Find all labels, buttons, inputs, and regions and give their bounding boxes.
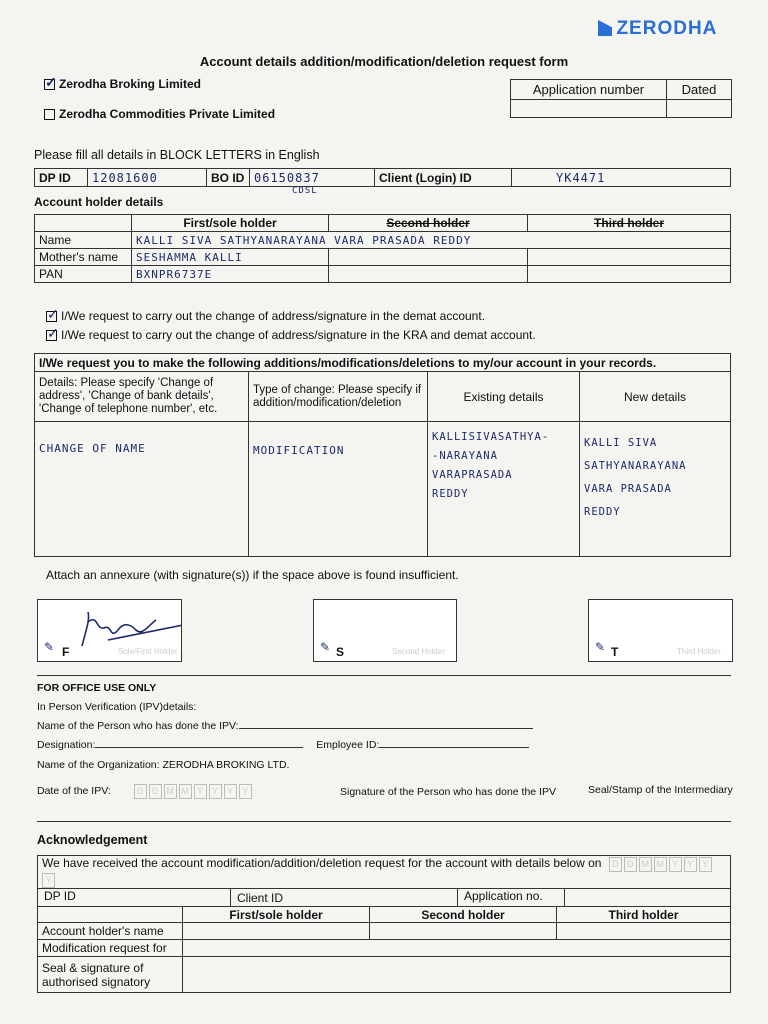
ack-name-second[interactable] [370,923,557,940]
signature-box-first[interactable] [37,599,182,662]
bo-id-cell[interactable] [250,169,375,196]
holder-header-blank [35,215,132,232]
new-details-cell[interactable] [580,422,731,557]
ack-app-label: Application no. [457,889,565,906]
ack-received-cell [38,856,731,889]
entity-option-commodities[interactable] [44,107,275,121]
bo-id-value: 06150837 [254,170,320,185]
header-type: Type of change: Please specify if addition/modification/deletion [249,372,428,422]
date-box: Y [699,857,712,872]
existing-line: -NARAYANA [432,450,498,462]
signature-hint: Second Holder [392,647,445,656]
checkbox-checked[interactable] [46,330,57,341]
checkbox-checked[interactable] [44,79,55,90]
pen-icon: ✎ [44,640,55,654]
request-text: I/We request to carry out the change of address/signature in the demat account. [61,309,486,323]
ack-name-label: Account holder's name [38,923,183,940]
ack-mod-label: Modification request for [38,940,183,957]
ack-name-first[interactable] [183,923,370,940]
date-box: Y [194,784,207,799]
mother-name-third[interactable] [528,249,731,266]
designation-label: Designation: [37,739,96,751]
annexure-note: Attach an annexure (with signature(s)) if the space above is found insufficient. [46,568,459,582]
new-line: KALLI SIVA [584,437,658,449]
existing-details-cell[interactable] [428,422,580,557]
application-box [510,79,732,118]
ipv-person-label: Name of the Person who has done the IPV: [37,720,239,732]
ack-table [37,855,731,993]
header-new: New details [580,372,731,422]
pan-value[interactable]: BXNPR6737E [132,266,329,283]
seal-label: Seal/Stamp of the Intermediary [588,784,733,796]
id-row [34,168,731,196]
holder-header-second: Second holder [329,215,528,232]
ipv-person-row [37,720,533,732]
employee-field[interactable] [379,747,529,748]
dp-id-value[interactable]: 12081600 [88,169,207,187]
signature-letter-f: F [62,645,70,659]
ack-header-first: First/sole holder [183,907,370,923]
app-number-field[interactable] [511,100,667,118]
ack-seal-field[interactable] [183,957,731,993]
app-number-label: Application number [511,80,667,100]
mother-name-value[interactable]: SESHAMMA KALLI [132,249,329,266]
new-line: VARA PRASADA [584,483,672,495]
divider [37,821,731,822]
client-id-value[interactable]: YK4471 [512,169,731,187]
form-title: Account details addition/modification/deletion request form [199,54,569,69]
date-box: D [149,784,162,799]
holder-table [34,214,731,283]
ack-name-third[interactable] [557,923,731,940]
date-box: D [624,857,637,872]
new-line: REDDY [584,506,621,518]
holder-section-title: Account holder details [34,195,164,209]
ack-header-second: Second holder [370,907,557,923]
designation-row [37,739,529,751]
request-kra[interactable] [46,328,536,342]
checkbox-checked[interactable] [46,311,57,322]
ipv-label: In Person Verification (IPV)details: [37,701,197,713]
signature-letter-s: S [336,645,345,659]
holder-header-third: Third holder [528,215,731,232]
date-box: D [609,857,622,872]
dp-id-label: DP ID [35,169,88,187]
entity-option-broking[interactable] [44,77,201,91]
date-box: Y [669,857,682,872]
date-box: Y [239,784,252,799]
ack-ids-cell [38,889,731,907]
holder-name-value[interactable]: KALLI SIVA SATHYANARAYANA VARA PRASADA REDDY [132,232,731,249]
date-box: D [134,784,147,799]
ack-header-blank [38,907,183,923]
organization: Name of the Organization: ZERODHA BROKING LTD. [37,759,290,771]
row-label-pan: PAN [35,266,132,283]
logo-text: ZERODHA [616,18,718,39]
ack-mod-field[interactable] [183,940,731,957]
existing-line: VARAPRASADA [432,469,513,481]
instruction: Please fill all details in BLOCK LETTERS in English [34,148,320,162]
pen-icon: ✎ [595,640,606,654]
ipv-signature-label: Signature of the Person who has done the IPV [340,786,556,798]
bo-id-label: BO ID [207,169,250,187]
entity-label: Zerodha Commodities Private Limited [59,107,276,121]
existing-line: KALLISIVASATHYA- [432,431,550,443]
designation-field[interactable] [95,747,303,748]
ipv-date-boxes[interactable] [134,785,254,797]
divider [37,675,731,676]
date-box: M [654,857,667,872]
ipv-person-field[interactable] [239,728,533,729]
signature-letter-t: T [611,645,619,659]
date-box: Y [684,857,697,872]
date-box: M [639,857,652,872]
pen-icon: ✎ [320,640,331,654]
mother-name-second[interactable] [329,249,528,266]
signature-box-second[interactable] [313,599,457,662]
request-demat[interactable] [46,309,485,323]
changes-title: I/We request you to make the following additions/modifications/deletions to my/our account in your records. [35,354,731,372]
holder-header-first: First/sole holder [132,215,329,232]
dated-label: Dated [667,80,732,100]
row-label-mother: Mother's name [35,249,132,266]
header-existing: Existing details [428,372,580,422]
request-text: I/We request to carry out the change of address/signature in the KRA and demat account. [61,328,536,342]
date-box: Y [224,784,237,799]
zerodha-logo [598,18,717,40]
change-type-value[interactable]: MODIFICATION [249,422,428,557]
dated-field[interactable] [667,100,732,118]
date-box: M [179,784,192,799]
changes-table [34,353,731,557]
pan-third[interactable] [528,266,731,283]
signature-box-third[interactable] [588,599,733,662]
header-details: Details: Please specify 'Change of address', 'Change of bank details', 'Change of telephone number', etc. [35,372,249,422]
pan-second[interactable] [329,266,528,283]
client-id-label: Client (Login) ID [375,169,512,187]
entity-label: Zerodha Broking Limited [59,77,202,91]
ack-seal-label: Seal & signature of authorised signatory [38,957,183,993]
ack-received-text: We have received the account modification/addition/deletion request for the account with details below on [42,856,602,870]
office-title: FOR OFFICE USE ONLY [37,682,157,694]
employee-label: Employee ID: [316,739,380,751]
ack-header-third: Third holder [557,907,731,923]
checkbox-unchecked[interactable] [44,109,55,120]
new-line: SATHYANARAYANA [584,460,687,472]
date-box: Y [42,873,55,888]
signature-hint: Third Holder [677,647,722,656]
date-box: M [164,784,177,799]
logo-icon [598,20,612,36]
ipv-date-label: Date of the IPV: [37,785,111,797]
existing-line: REDDY [432,488,469,500]
date-box: Y [209,784,222,799]
bo-id-note: CDSL [292,186,318,196]
row-label-name: Name [35,232,132,249]
ack-dp-label: DP ID [38,889,231,906]
change-details-value[interactable]: CHANGE OF NAME [35,422,249,557]
ack-client-label: Client ID [237,890,284,905]
ack-title: Acknowledgement [37,833,148,847]
ipv-date-row [37,784,254,799]
signature-hint: Sole/First Holder [118,647,178,656]
